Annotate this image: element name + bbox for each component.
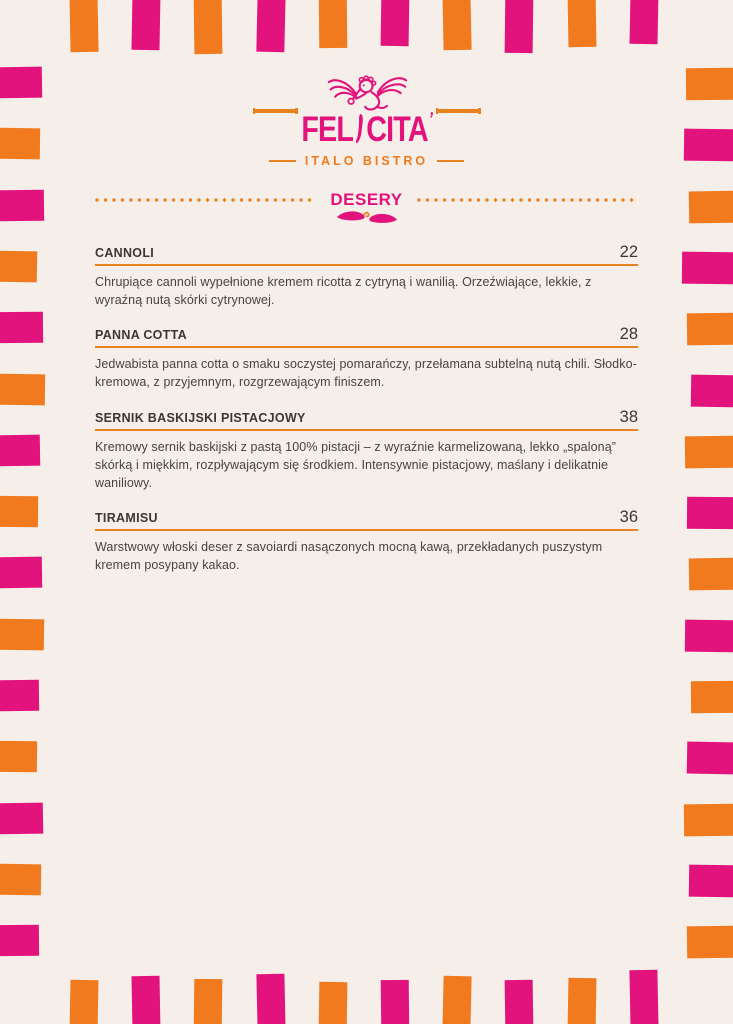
item-divider (95, 346, 638, 348)
cherub-icon (319, 74, 415, 114)
logo-name (301, 108, 434, 149)
tape-bar (256, 974, 285, 1024)
logo-accent: ’ (426, 108, 434, 131)
tape-bar (319, 0, 348, 48)
tape-bar (0, 67, 42, 99)
item-divider (95, 529, 638, 531)
tape-bar (687, 926, 733, 959)
tape-bar (256, 0, 285, 52)
section-header (95, 190, 638, 210)
item-description: Chrupiące cannoli wypełnione kremem ricotta z cytryną i wanilią. Orzeźwiające, lekkie, z wyraźną nutą skórki cytrynowej. (95, 275, 592, 308)
tape-bar (687, 313, 733, 346)
logo-tagline (269, 154, 464, 168)
tape-bar (686, 68, 733, 101)
tape-bar (0, 557, 42, 589)
tape-bar (0, 802, 43, 834)
logo-left-rule (253, 109, 298, 113)
item-description: Jedwabista panna cotta o smaku soczystej pomarańczy, przełamana subtelną nutą chili. Słodko-kremowa, z przyjemnym, rozgrzewającym finiszem. (95, 357, 637, 390)
tape-bar (685, 435, 733, 468)
tape-bar (381, 0, 410, 46)
item-price: 38 (619, 407, 638, 426)
tape-bar (685, 619, 733, 652)
tape-bar (567, 0, 596, 47)
logo (237, 74, 497, 168)
tape-bar (567, 978, 596, 1024)
dotted-line-right (417, 198, 638, 202)
tagline-text: ITALO BISTRO (304, 154, 429, 168)
tape-bar (0, 925, 39, 956)
tape-bar (691, 681, 733, 713)
section-divider (0, 208, 733, 232)
tagline-right-rule (437, 160, 464, 163)
tape-bar (0, 496, 38, 527)
chili-peppers-icon (336, 208, 398, 227)
tape-bar (682, 252, 733, 285)
logo-name-prefix: FEL (301, 110, 353, 149)
item-name: TIRAMISU (95, 510, 158, 525)
menu-item-panna-cotta (95, 325, 638, 391)
logo-right-rule (436, 109, 481, 113)
item-description: Warstwowy włoski deser z savoiardi nasączonych mocną kawą, przekładanych puszystym kremem posypany kakao. (95, 539, 603, 572)
tape-bar (689, 558, 733, 591)
dotted-line-left (95, 198, 316, 202)
tape-bar (0, 373, 45, 405)
tape-bar (505, 980, 534, 1024)
tape-bar (381, 980, 410, 1024)
menu-item-sernik (95, 408, 638, 492)
chili-icon (355, 113, 366, 145)
tape-bar (132, 0, 161, 50)
tape-bar (629, 0, 658, 44)
item-name: CANNOLI (95, 246, 155, 260)
item-name: SERNIK BASKIJSKI PISTACJOWY (95, 410, 306, 425)
menu-list (95, 243, 638, 590)
tape-bar (132, 976, 161, 1024)
tape-bar (0, 618, 44, 650)
tape-bar (687, 497, 733, 530)
tape-bar (443, 976, 472, 1024)
tape-bar (443, 0, 472, 50)
tape-bar (0, 312, 43, 343)
tape-bar (0, 680, 39, 712)
item-price: 28 (619, 325, 638, 344)
tape-bar (194, 0, 223, 54)
menu-item-cannoli (95, 243, 638, 309)
item-name: PANNA COTTA (95, 328, 187, 343)
tape-bar (629, 970, 658, 1024)
tape-bar (0, 864, 41, 896)
tape-bar (691, 374, 733, 407)
tape-bar (687, 742, 733, 775)
tape-bar (70, 980, 99, 1024)
tape-bar (69, 0, 98, 52)
logo-name-suffix: CITA (365, 110, 428, 149)
tape-bar (505, 0, 534, 53)
item-divider (95, 429, 638, 431)
section-title: DESERY (330, 190, 403, 209)
item-description: Kremowy sernik baskijski z pastą 100% pistacji – z wyraźnie karmelizowaną, lekko „spaloną” skórką i miękkim, rozpływającym się środkiem. Intensywnie pistacjowy, maślany i delikatnie waniliowy. (95, 439, 617, 490)
tape-bar (0, 128, 40, 160)
tape-bar (0, 434, 40, 466)
tape-bar (194, 979, 223, 1024)
item-divider (95, 264, 638, 266)
tape-bar (684, 803, 733, 836)
tape-bar (318, 982, 347, 1024)
item-price: 36 (619, 507, 638, 526)
tape-bar (0, 741, 37, 773)
tagline-left-rule (269, 160, 296, 163)
tape-bar (684, 129, 733, 162)
tape-bar (689, 865, 733, 898)
menu-item-tiramisu (95, 508, 638, 574)
tape-bar (0, 250, 37, 282)
item-price: 22 (619, 243, 638, 261)
